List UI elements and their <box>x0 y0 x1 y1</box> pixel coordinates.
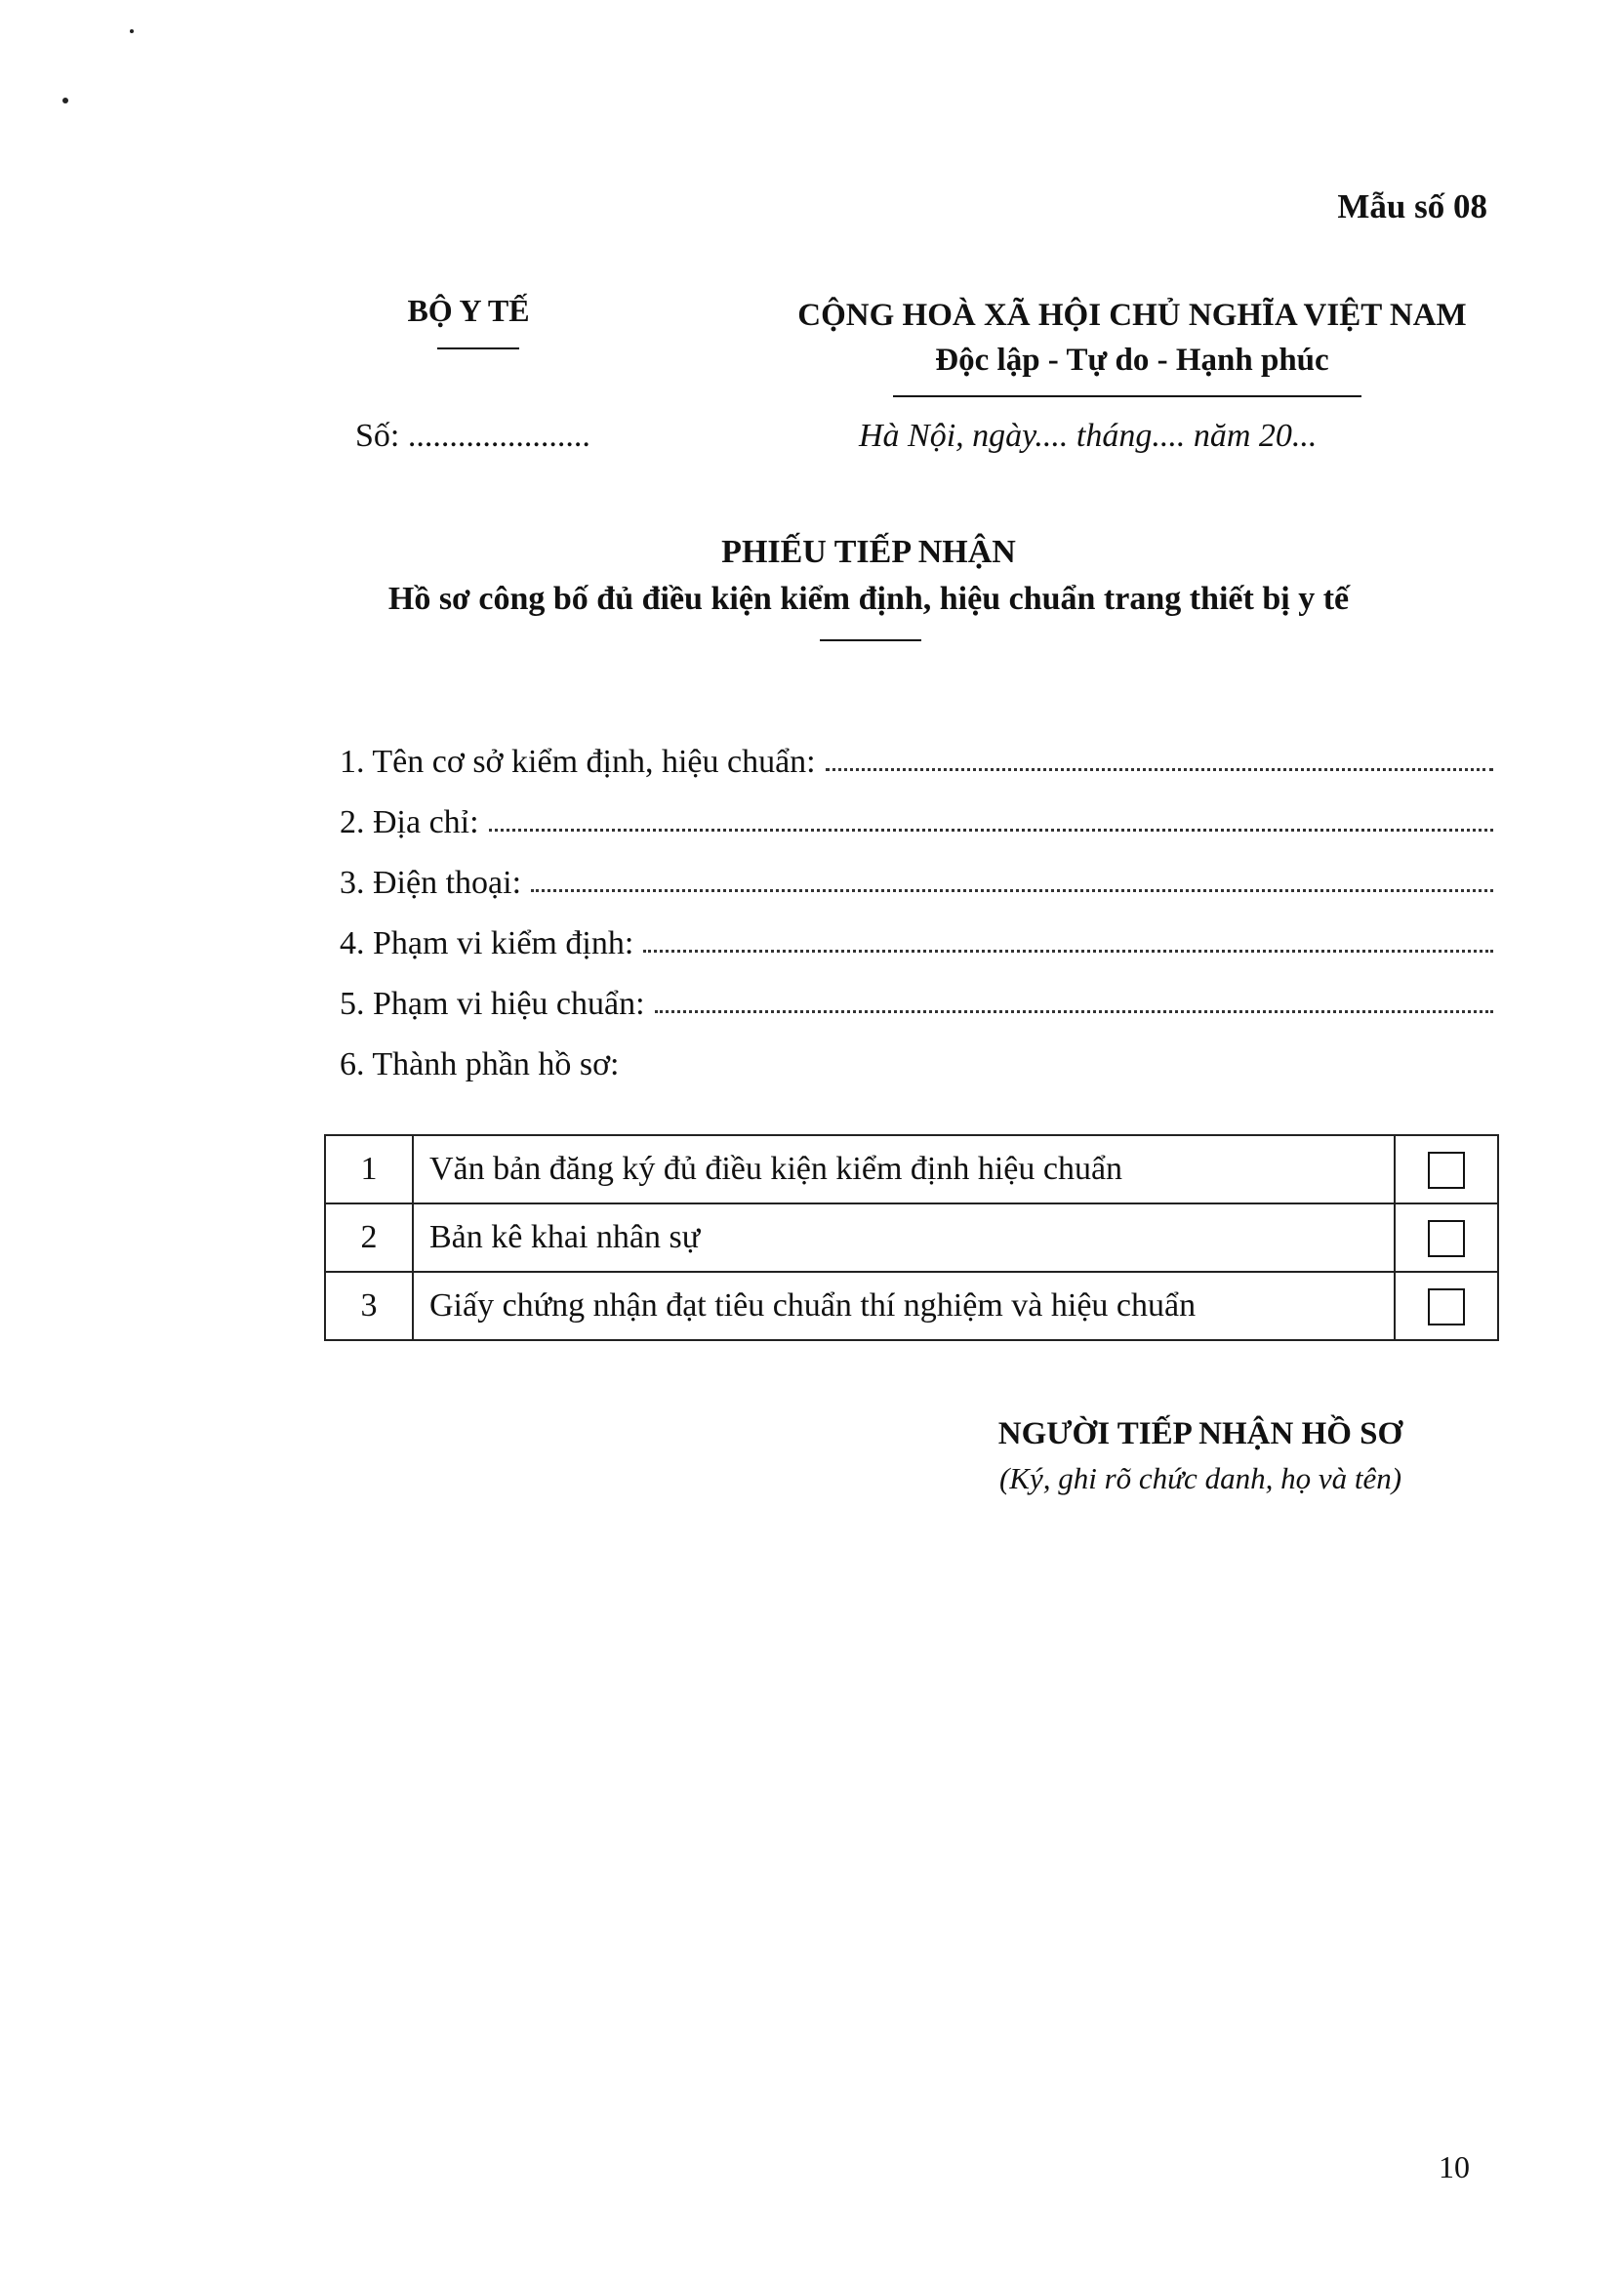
field-facility-name <box>340 720 1493 781</box>
field-inspection-scope <box>340 902 1493 962</box>
field-label: 3. Điện thoại: <box>340 865 522 901</box>
field-label: 6. Thành phần hồ sơ: <box>340 1046 620 1082</box>
document-title: PHIẾU TIẾP NHẬN <box>721 534 1016 570</box>
form-fields <box>340 720 1493 1083</box>
row-number: 2 <box>325 1203 413 1272</box>
document-heading <box>215 529 1522 623</box>
field-calibration-scope <box>340 962 1493 1023</box>
table-row <box>325 1135 1498 1203</box>
document-name: Văn bản đăng ký đủ điều kiện kiểm định hiệu chuẩn <box>413 1135 1395 1203</box>
field-label: 1. Tên cơ sở kiểm định, hiệu chuẩn: <box>340 744 816 780</box>
ministry-name: BỘ Y TẾ <box>407 293 530 328</box>
national-header <box>722 293 1542 383</box>
row-number: 3 <box>325 1272 413 1340</box>
document-name: Bản kê khai nhân sự <box>413 1203 1395 1272</box>
table-row <box>325 1203 1498 1272</box>
fill-in-line[interactable] <box>826 767 1493 771</box>
ministry-underline <box>437 347 519 349</box>
checkbox-cell <box>1395 1203 1498 1272</box>
motto-underline <box>893 395 1361 397</box>
fill-in-line[interactable] <box>531 888 1493 892</box>
field-label: 2. Địa chỉ: <box>340 804 479 840</box>
checkbox[interactable] <box>1428 1288 1465 1325</box>
checkbox[interactable] <box>1428 1152 1465 1189</box>
checkbox[interactable] <box>1428 1220 1465 1257</box>
checkbox-cell <box>1395 1135 1498 1203</box>
document-name: Giấy chứng nhận đạt tiêu chuẩn thí nghiệm và hiệu chuẩn <box>413 1272 1395 1340</box>
field-label: 5. Phạm vi hiệu chuẩn: <box>340 986 645 1022</box>
place-date: Hà Nội, ngày.... tháng.... năm 20... <box>859 418 1318 454</box>
fill-in-line[interactable] <box>489 828 1493 832</box>
row-number: 1 <box>325 1135 413 1203</box>
field-phone <box>340 841 1493 902</box>
fill-in-line[interactable] <box>643 949 1493 953</box>
title-underline <box>820 639 921 641</box>
receiver-title: NGƯỜI TIẾP NHẬN HỒ SƠ <box>997 1416 1403 1451</box>
document-number: Số: ...................... <box>355 418 590 454</box>
document-subtitle: Hồ sơ công bố đủ điều kiện kiểm định, hiệu chuẩn trang thiết bị y tế <box>387 581 1350 617</box>
signature-note: (Ký, ghi rõ chức danh, họ và tên) <box>998 1461 1402 1495</box>
field-label: 4. Phạm vi kiểm định: <box>340 925 634 961</box>
scan-speck <box>130 29 134 33</box>
form-number: Mẫu số 08 <box>1337 187 1487 225</box>
field-dossier-components <box>340 1023 1493 1083</box>
table-row <box>325 1272 1498 1340</box>
national-motto: Độc lập - Tự do - Hạnh phúc <box>935 343 1329 378</box>
field-address <box>340 781 1493 841</box>
fill-in-line[interactable] <box>655 1009 1493 1013</box>
page-number: 10 <box>1439 2149 1470 2184</box>
receiver-signature-block <box>859 1411 1542 1501</box>
checkbox-cell <box>1395 1272 1498 1340</box>
scan-speck <box>62 98 68 103</box>
dossier-checklist-table <box>324 1134 1499 1341</box>
country-name: CỘNG HOÀ XÃ HỘI CHỦ NGHĨA VIỆT NAM <box>797 298 1467 333</box>
